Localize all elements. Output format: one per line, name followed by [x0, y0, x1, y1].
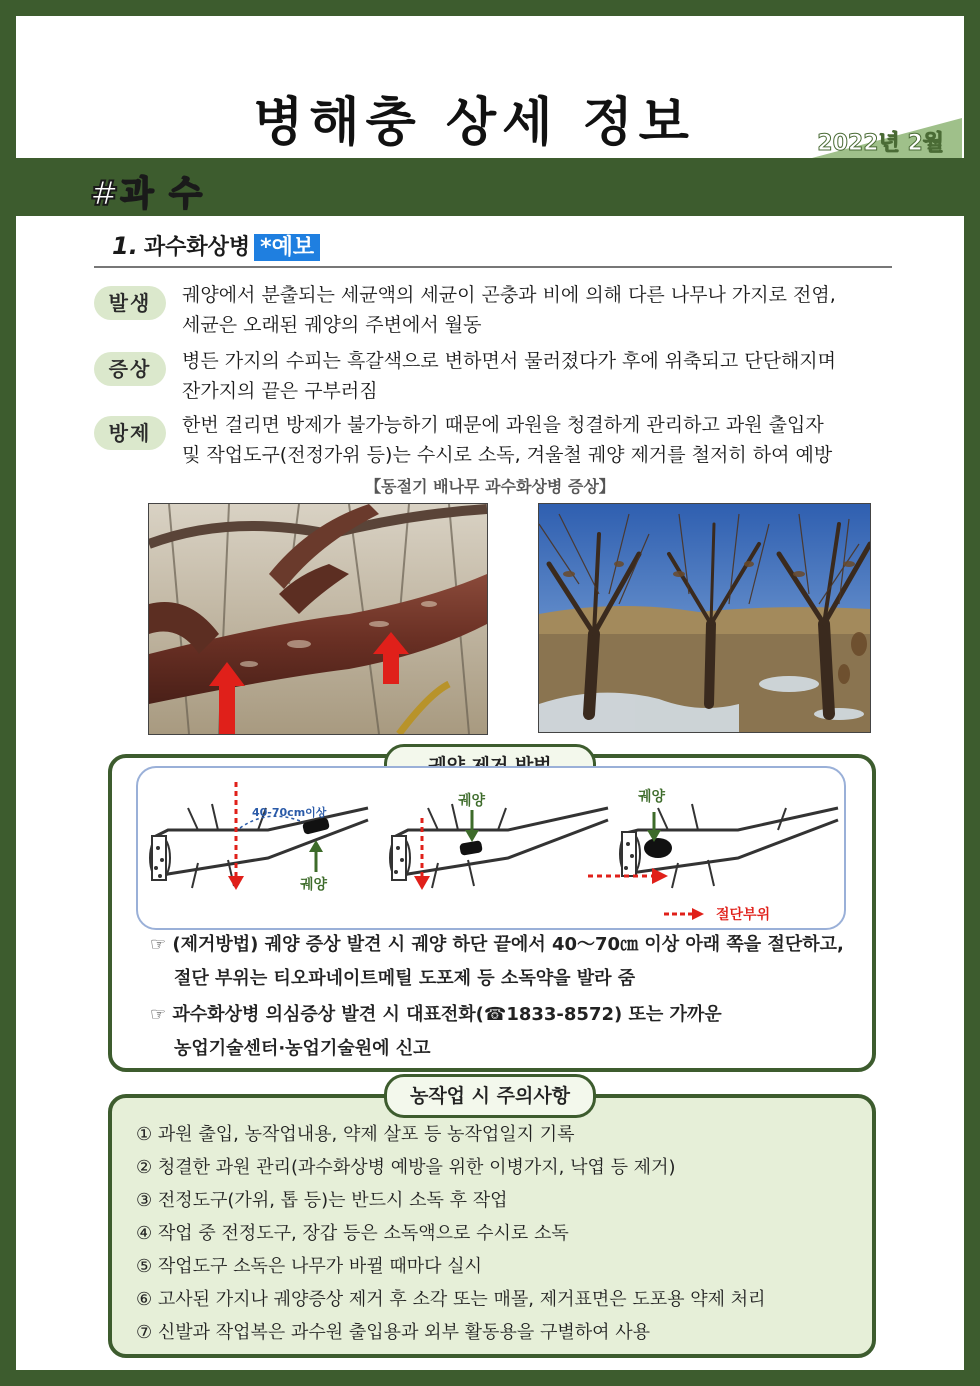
info-line: 궤양에서 분출되는 세균액의 세균이 곤충과 비에 의해 다른 나무나 가지로 전염,: [182, 284, 836, 306]
caution-item: ② 청결한 과원 관리(과수화상병 예방을 위한 이병가지, 낙엽 등 제거): [136, 1157, 676, 1178]
info-line: 및 작업도구(전정가위 등)는 수시로 소독, 겨울철 궤양 제거를 철저히 하여 예방: [182, 444, 833, 466]
pill-occurrence: 발생: [94, 286, 166, 320]
forecast-tag: *예보: [254, 234, 320, 261]
branch-diagram-3: [588, 804, 838, 920]
info-row-occurrence: [94, 280, 894, 340]
section-title: [112, 230, 320, 261]
caution-item: ④ 작업 중 전정도구, 장갑 등은 소독액으로 수시로 소독: [136, 1223, 569, 1244]
caution-item: ① 과원 출입, 농작업내용, 약제 살포 등 농작업일지 기록: [136, 1124, 575, 1145]
category-band: [0, 158, 980, 216]
removal-note-line: 절단 부위는 티오파네이트메틸 도포제 등 소독약을 발라 줌: [174, 968, 636, 989]
caution-item: ③ 전정도구(가위, 톱 등)는 반드시 소독 후 작업: [136, 1190, 508, 1211]
removal-diagram: [136, 766, 846, 930]
pill-control: 방제: [94, 416, 166, 450]
section-number: 1.: [112, 232, 138, 260]
removal-note-line: 농업기술센터·농업기술원에 신고: [174, 1038, 431, 1059]
section-divider: [94, 266, 892, 268]
info-text: [182, 280, 892, 340]
branch-diagram-2: [390, 804, 608, 890]
branch-diagram-1: [150, 782, 368, 890]
orchard-photo: [538, 503, 871, 733]
info-line: 한번 걸리면 방제가 불가능하기 때문에 과원을 청결하게 관리하고 과원 출입자: [182, 414, 824, 436]
date-text: 2022년 2월: [817, 131, 944, 156]
info-line: 병든 가지의 수피는 흑갈색으로 변하면서 물러졌다가 후에 위축되고 단단해지며: [182, 350, 837, 372]
info-row-symptom: [94, 346, 894, 406]
canker-closeup-photo: [148, 503, 488, 735]
info-line: 잔가지의 끝은 구부러짐: [182, 380, 378, 402]
canker-label-3: 궤양: [638, 789, 666, 805]
category-label: #과 수: [90, 174, 205, 214]
cut-legend-label: 절단부위: [716, 907, 771, 923]
section-name: 과수화상병: [143, 235, 251, 260]
canker-label-1: 궤양: [300, 877, 328, 893]
info-row-control: [94, 410, 894, 470]
photo-caption: 【동절기 배나무 과수화상병 증상】: [365, 477, 615, 496]
removal-note-line: ☞ (제거방법) 궤양 증상 발견 시 궤양 하단 끝에서 40～70㎝ 이상 아래 쪽을 절단하고,: [150, 934, 844, 955]
caution-item: ⑥ 고사된 가지나 궤양증상 제거 후 소각 또는 매몰, 제거표면은 도포용 약제 처리: [136, 1289, 766, 1310]
info-line: 세균은 오래된 궤양의 주변에서 월동: [182, 314, 482, 336]
removal-note-line: ☞ 과수화상병 의심증상 발견 시 대표전화(☎1833-8572) 또는 가까운: [150, 1004, 722, 1025]
date-badge: [812, 118, 962, 158]
page-title: 병해충 상세 정보: [253, 93, 695, 153]
pill-symptom: 증상: [94, 352, 166, 386]
caution-title: 농작업 시 주의사항: [384, 1074, 596, 1118]
canker-label-2: 궤양: [458, 793, 486, 809]
info-text: [182, 410, 892, 470]
info-text: [182, 346, 892, 406]
caution-item: ⑤ 작업도구 소독은 나무가 바뀔 때마다 실시: [136, 1256, 483, 1277]
caution-item: ⑦ 신발과 작업복은 과수원 출입용과 외부 활동용을 구별하여 사용: [136, 1322, 650, 1343]
distance-label: 40-70cm이상: [252, 806, 327, 819]
